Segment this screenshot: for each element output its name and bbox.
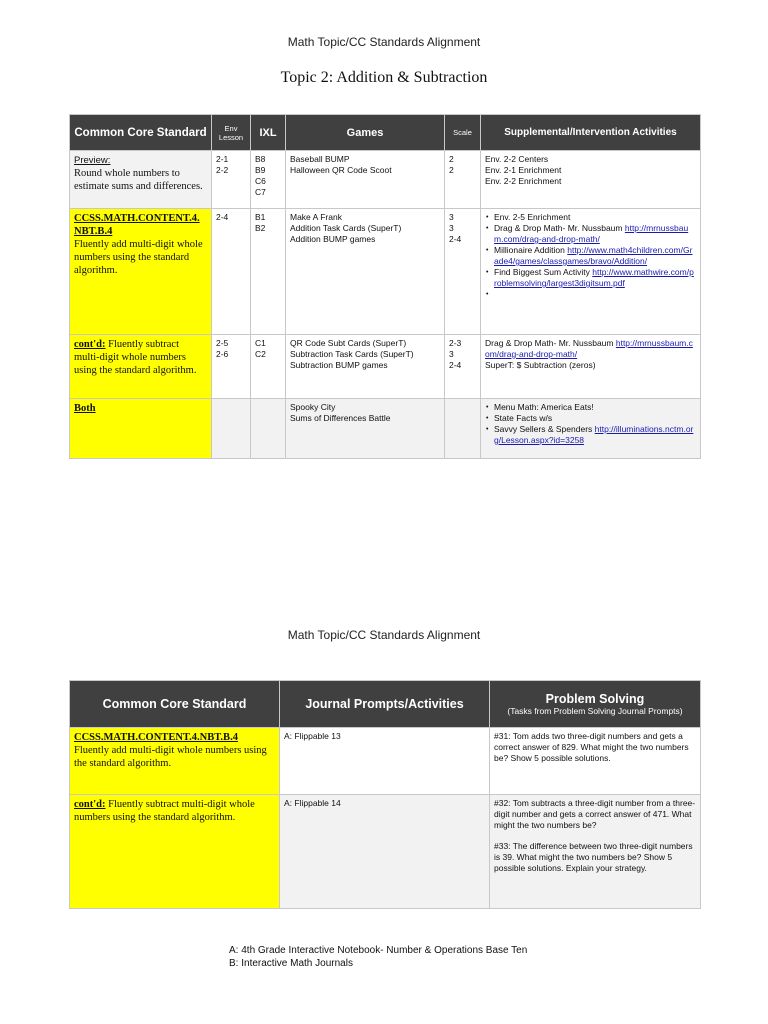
topic-title: Topic 2: Addition & Subtraction — [280, 69, 488, 86]
standard-cell — [70, 399, 212, 459]
ixl-value: B8 — [255, 154, 266, 164]
ixl-value: C1 — [255, 338, 266, 348]
activities-cell — [481, 151, 701, 209]
activity-link[interactable]: http://illuminations.nctm.org/Lesson.aspx?id=3258 — [494, 424, 694, 445]
journal-cell — [280, 728, 490, 795]
alignment-table — [69, 114, 701, 459]
scale-value: 3 — [449, 223, 454, 233]
activity-text: Millionaire Addition — [494, 245, 568, 255]
standard-text: Fluently subtract multi-digit whole numbers using the standard algorithm. — [74, 339, 197, 376]
activity-list — [485, 212, 696, 300]
activity-item: Env. 2-2 Enrichment — [485, 176, 562, 186]
activity-text: Find Biggest Sum Activity — [494, 267, 593, 277]
page-header: Math Topic/CC Standards Alignment — [287, 35, 481, 49]
standard-text: Fluently add multi-digit whole numbers using the standard algorithm. — [74, 745, 267, 769]
scale-value: 3 — [449, 212, 454, 222]
footnote: A: 4th Grade Interactive Notebook- Number & Operations Base Ten — [229, 945, 528, 956]
page-header: Math Topic/CC Standards Alignment — [287, 628, 481, 642]
activity-text: Savvy Sellers & Spenders — [494, 424, 595, 434]
problem-item: #32: Tom subtracts a three-digit number from a three-digit number and gets a correct answer of 471. What might the two numbers be? — [494, 798, 696, 830]
problem-item: #31: Tom adds two three-digit numbers and gets a correct answer of 829. What might the two numbers be? Show 5 possible solutions. — [494, 731, 689, 763]
scale-value: 2-4 — [449, 234, 462, 244]
table-row — [70, 335, 701, 399]
ixl-value: B2 — [255, 223, 266, 233]
activity-text: State Facts w/s — [494, 413, 553, 423]
ixl-value: B9 — [255, 165, 266, 175]
games-cell — [286, 399, 445, 459]
activity-item — [494, 402, 696, 413]
activity-link[interactable]: http://www.mathwire.com/problemsolving/largest3digitsum.pdf — [494, 267, 694, 288]
scale-cell — [445, 399, 481, 459]
ixl-cell — [251, 399, 286, 459]
table-row — [70, 209, 701, 335]
scale-cell — [445, 209, 481, 335]
col-header-standard: Common Core Standard — [70, 115, 212, 151]
journal-cell — [280, 795, 490, 909]
scale-value: 2 — [449, 154, 454, 164]
env-value: 2-5 — [216, 338, 229, 348]
standard-code: Preview: — [74, 155, 111, 166]
env-value: 2-4 — [216, 212, 229, 222]
scale-value: 2-3 — [449, 338, 462, 348]
ixl-cell — [251, 151, 286, 209]
activity-list — [485, 402, 696, 446]
activities-cell — [481, 335, 701, 399]
activity-item — [494, 413, 696, 424]
standard-text: Fluently subtract multi-digit whole numbers using the standard algorithm. — [74, 799, 255, 823]
env-cell — [212, 399, 251, 459]
ixl-value: C6 — [255, 176, 266, 186]
scale-value: 2 — [449, 165, 454, 175]
col-header-games: Games — [286, 115, 445, 151]
activity-item — [494, 223, 696, 245]
journal-item: A: Flippable 14 — [284, 798, 341, 808]
activity-item — [494, 289, 696, 300]
activity-link[interactable]: http://mrnussbaum.com/drag-and-drop-math/ — [494, 223, 689, 244]
table-row — [70, 399, 701, 459]
journal-item: A: Flippable 13 — [284, 731, 341, 741]
footnotes — [229, 944, 527, 970]
activity-text: Env. 2-5 Enrichment — [494, 212, 571, 222]
ixl-value: B1 — [255, 212, 266, 222]
table-row — [70, 151, 701, 209]
activity-item: SuperT: $ Subtraction (zeros) — [485, 360, 596, 370]
col-header-activities: Supplemental/Intervention Activities — [481, 115, 701, 151]
game-item: Addition BUMP games — [290, 234, 376, 244]
standard-text: Fluently add multi-digit whole numbers using the standard algorithm. — [74, 239, 203, 276]
games-cell — [286, 151, 445, 209]
env-cell — [212, 335, 251, 399]
table-header-row — [70, 681, 701, 728]
activity-item — [494, 212, 696, 223]
ixl-value: C7 — [255, 187, 266, 197]
standard-cell — [70, 795, 280, 909]
activities-cell — [481, 399, 701, 459]
env-value: 2-2 — [216, 165, 229, 175]
standard-code: cont'd: — [74, 799, 106, 810]
problem-cell — [490, 795, 701, 909]
problem-title: Problem Solving — [545, 691, 645, 706]
scale-cell — [445, 335, 481, 399]
game-item: Spooky City — [290, 402, 336, 412]
game-item: Make A Frank — [290, 212, 342, 222]
standard-code: cont'd: — [74, 339, 106, 350]
col-header-env: Env Lesson — [212, 115, 251, 151]
env-cell — [212, 151, 251, 209]
col-header-standard: Common Core Standard — [70, 681, 280, 728]
activity-text: Menu Math: America Eats! — [494, 402, 594, 412]
standard-code: CCSS.MATH.CONTENT.4.NBT.B.4 — [74, 732, 238, 743]
env-value: 2-1 — [216, 154, 229, 164]
table-row — [70, 795, 701, 909]
scale-cell — [445, 151, 481, 209]
standard-cell — [70, 151, 212, 209]
activity-link[interactable]: http://www.math4children.com/Grade4/games/classgames/bravo/Addition/ — [494, 245, 693, 266]
activity-item — [494, 245, 696, 267]
env-cell — [212, 209, 251, 335]
table-row — [70, 728, 701, 795]
activity-item: Env. 2-2 Centers — [485, 154, 549, 164]
activity-text: Drag & Drop Math- Mr. Nussbaum — [494, 223, 625, 233]
game-item: Addition Task Cards (SuperT) — [290, 223, 402, 233]
journal-table — [69, 680, 701, 909]
activity-item: Env. 2-1 Enrichment — [485, 165, 562, 175]
standard-code: CCSS.MATH.CONTENT.4.NBT.B.4 — [74, 213, 200, 237]
standard-cell — [70, 335, 212, 399]
problem-item: #33: The difference between two three-digit numbers is 39. What might the two numbers be? Show 5 possible solutions. Explain your strategy. — [494, 841, 693, 873]
problem-cell — [490, 728, 701, 795]
game-item: Baseball BUMP — [290, 154, 350, 164]
games-cell — [286, 335, 445, 399]
standard-cell — [70, 209, 212, 335]
activity-link[interactable]: http://mrnussbaum.com/drag-and-drop-math/ — [485, 338, 693, 359]
ixl-cell — [251, 335, 286, 399]
activity-item — [494, 267, 696, 289]
env-value: 2-6 — [216, 349, 229, 359]
col-header-problem — [490, 681, 701, 728]
standard-code: Both — [74, 403, 96, 414]
game-item: Halloween QR Code Scoot — [290, 165, 392, 175]
ixl-value: C2 — [255, 349, 266, 359]
games-cell — [286, 209, 445, 335]
game-item: Subtraction Task Cards (SuperT) — [290, 349, 414, 359]
game-item: Subtraction BUMP games — [290, 360, 388, 370]
table-header-row — [70, 115, 701, 151]
scale-value: 3 — [449, 349, 454, 359]
scale-value: 2-4 — [449, 360, 462, 370]
activity-text: Drag & Drop Math- Mr. Nussbaum — [485, 338, 616, 348]
standard-cell — [70, 728, 280, 795]
col-header-scale: Scale — [445, 115, 481, 151]
col-header-journal: Journal Prompts/Activities — [280, 681, 490, 728]
activity-item — [494, 424, 696, 446]
problem-subtitle: (Tasks from Problem Solving Journal Prompts) — [507, 705, 683, 716]
ixl-cell — [251, 209, 286, 335]
standard-text: Round whole numbers to estimate sums and differences. — [74, 168, 203, 192]
col-header-ixl: IXL — [251, 115, 286, 151]
game-item: QR Code Subt Cards (SuperT) — [290, 338, 407, 348]
footnote: B: Interactive Math Journals — [229, 958, 353, 969]
game-item: Sums of Differences Battle — [290, 413, 391, 423]
activities-cell — [481, 209, 701, 335]
